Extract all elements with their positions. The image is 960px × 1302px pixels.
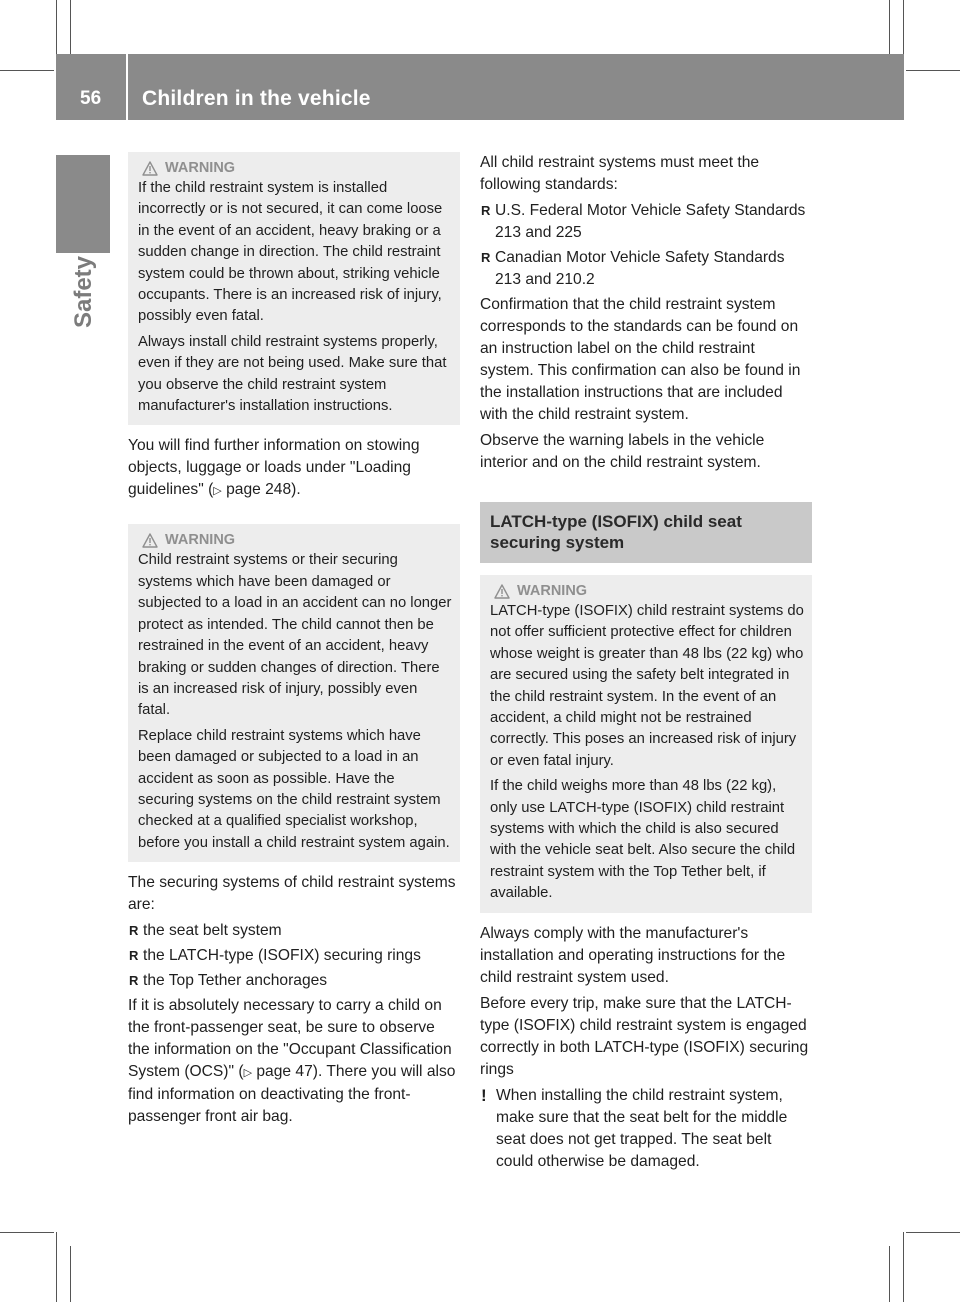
crop-mark bbox=[906, 1232, 960, 1233]
crop-mark bbox=[70, 0, 71, 54]
page-reference-link[interactable]: page 47 bbox=[256, 1063, 313, 1081]
list-item bbox=[480, 247, 812, 291]
crop-mark bbox=[56, 0, 57, 54]
section-tab bbox=[56, 155, 110, 253]
list-item-text: the seat belt system bbox=[143, 922, 282, 940]
paragraph: Observe the warning labels in the vehicle interior and on the child restraint system. bbox=[480, 432, 765, 471]
bullet-mark: R bbox=[129, 948, 139, 964]
list-item-text: Canadian Motor Vehicle Safety Standards 213 and 210.2 bbox=[495, 249, 785, 288]
warning-box bbox=[128, 152, 460, 425]
crop-mark bbox=[0, 1232, 54, 1233]
paragraph: Before every trip, make sure that the LATCH-type (ISOFIX) child restraint system is engaged correctly in both LATCH-type (ISOFIX) securing rings bbox=[480, 994, 809, 1078]
paragraph-text: ). bbox=[291, 481, 301, 499]
crop-mark bbox=[56, 1232, 57, 1302]
paragraph bbox=[128, 435, 460, 502]
paragraph: The securing systems of child restraint systems are: bbox=[128, 874, 456, 914]
page-title: Children in the vehicle bbox=[142, 87, 371, 110]
crop-mark bbox=[889, 0, 890, 54]
paragraph bbox=[128, 995, 460, 1128]
warning-label: WARNING bbox=[517, 583, 588, 599]
warning-text: If the child weighs more than 48 lbs (22 kg), only use LATCH-type (ISOFIX) child restraint systems with which the child is also secured with the vehicle seat belt. Also secure the child restraint system with the Top Tether belt, if available. bbox=[490, 778, 796, 902]
bullet-mark: R bbox=[481, 203, 491, 218]
warning-triangle-icon bbox=[142, 533, 158, 548]
warning-triangle-icon bbox=[142, 161, 158, 176]
page-reference-link[interactable]: page 248 bbox=[226, 481, 292, 499]
triangle-arrow-icon: ▷ bbox=[213, 485, 222, 498]
exclamation-icon: ! bbox=[481, 1085, 487, 1105]
bullet-mark: R bbox=[481, 250, 491, 265]
warning-label: WARNING bbox=[165, 160, 236, 176]
left-column bbox=[128, 152, 460, 1132]
warning-box bbox=[128, 524, 460, 862]
bullet-mark: R bbox=[129, 923, 139, 939]
crop-mark bbox=[70, 1246, 71, 1302]
paragraph: All child restraint systems must meet the following standards: bbox=[480, 154, 760, 193]
warning-text: Always install child restraint systems properly, even if they are not being used. Make sure that you observe the child restraint system manufacturer's installation instructions. bbox=[138, 333, 447, 415]
warning-text: Replace child restraint systems which have been damaged or subjected to a load in an accident as soon as possible. Have the securing systems on the child restraint system checked at a qualified specialist workshop, before you install a child restraint system again. bbox=[138, 727, 450, 851]
paragraph: Always comply with the manufacturer's installation and operating instructions for the child restraint system used. bbox=[480, 924, 786, 986]
list-item-text: the LATCH-type (ISOFIX) securing rings bbox=[143, 947, 421, 965]
list-item-text: the Top Tether anchorages bbox=[143, 972, 328, 990]
page-number: 56 bbox=[80, 88, 102, 109]
warning-label: WARNING bbox=[165, 532, 236, 549]
crop-mark bbox=[903, 1232, 904, 1302]
list-item bbox=[480, 200, 812, 244]
warning-header bbox=[494, 581, 804, 601]
paragraph-text: If it is absolutely necessary to carry a child on the front-passenger seat, be sure to observe the information on the "Occupant Classification System (OCS)" ( bbox=[128, 997, 452, 1081]
header-divider bbox=[126, 54, 128, 120]
list-item bbox=[128, 945, 460, 967]
section-label: Safety bbox=[70, 255, 97, 329]
paragraph-text: You will find further information on stowing objects, luggage or loads under "Loading guidelines" ( bbox=[128, 437, 420, 499]
triangle-arrow-icon: ▷ bbox=[243, 1067, 253, 1080]
crop-mark bbox=[0, 70, 54, 71]
warning-header bbox=[142, 530, 452, 550]
warning-text: Child restraint systems or their securing systems which have been damaged or subjected to a load in an accident can no longer protect as intended. The child cannot then be restrained in the event of an accident, heavy braking or sudden changes of direction. There is an increased risk of injury, possibly even fatal. bbox=[138, 552, 452, 719]
warning-triangle-icon bbox=[494, 584, 510, 599]
list-item bbox=[128, 970, 460, 992]
warning-text: LATCH-type (ISOFIX) child restraint systems do not offer sufficient protective effect for children whose weight is greater than 48 lbs (22 kg) who are secured using the safety belt integrated in the child restraint system. In the event of an accident, a child might not be restrained correctly. This poses an increased risk of injury or even fatal injury. bbox=[490, 603, 804, 769]
paragraph-text: ). There you will also find information on deactivating the front-passenger front air bag. bbox=[128, 1063, 456, 1126]
crop-mark bbox=[889, 1246, 890, 1302]
list-item bbox=[128, 920, 460, 942]
bullet-list bbox=[128, 920, 460, 992]
notice bbox=[480, 1085, 812, 1173]
warning-box bbox=[480, 575, 812, 913]
bullet-mark: R bbox=[129, 973, 139, 989]
list-item-text: U.S. Federal Motor Vehicle Safety Standards 213 and 225 bbox=[495, 202, 806, 241]
page-header bbox=[56, 54, 904, 120]
right-column bbox=[480, 152, 812, 1173]
section-heading: LATCH-type (ISOFIX) child seat securing system bbox=[480, 502, 812, 563]
paragraph: Confirmation that the child restraint system corresponds to the standards can be found on an instruction label on the child restraint system. This confirmation can also be found in the installation instructions that are included with the child restraint system. bbox=[480, 296, 801, 423]
notice-text: When installing the child restraint system, make sure that the seat belt for the middle seat does not get trapped. The seat belt could otherwise be damaged. bbox=[496, 1086, 788, 1170]
crop-mark bbox=[903, 0, 904, 54]
crop-mark bbox=[906, 70, 960, 71]
bullet-list bbox=[480, 200, 812, 291]
warning-header bbox=[142, 158, 452, 178]
warning-text: If the child restraint system is installed incorrectly or is not secured, it can come loose in the event of an accident, heavy braking or a sudden change in direction. The child restraint system could be thrown about, striking vehicle occupants. There is an increased risk of injury, possibly even fatal. bbox=[138, 180, 443, 325]
